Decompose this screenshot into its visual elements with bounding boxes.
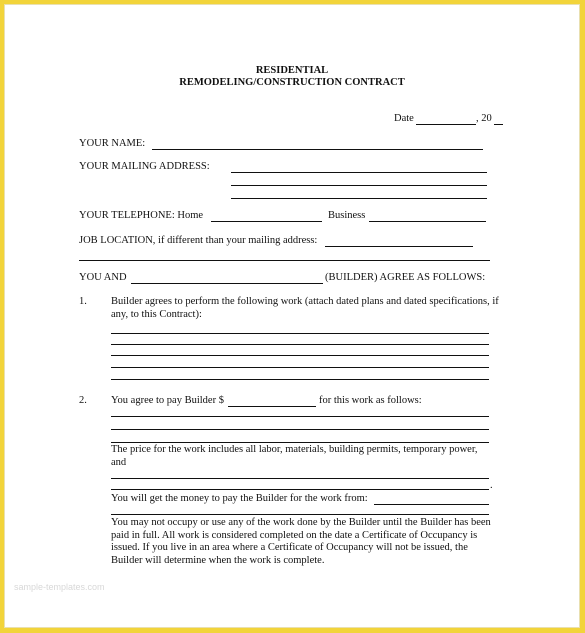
work-description-blank-5[interactable] (111, 379, 489, 380)
price-includes-text: The price for the work includes all labor, materials, building permits, temporary power, and (111, 444, 478, 468)
payment-terms-blank-3[interactable] (111, 442, 489, 443)
occupancy-text: You may not occupy or use any of the work done by the Builder until the Builder has been paid in full. All work is considered completed on the date a Certificate of Occupancy is issued. If you live in an area where a Certificate of Occupancy will not be issued, the Builder will determine when the work is complete. (111, 517, 491, 566)
contract-page (4, 4, 580, 628)
mailing-address-blank-3[interactable] (231, 198, 487, 199)
mailing-address-blank-2[interactable] (231, 185, 487, 186)
date-year-blank[interactable] (494, 124, 503, 125)
money-from-label: You will get the money to pay the Builder for the work from: (111, 493, 368, 504)
builder-name-blank[interactable] (131, 283, 323, 284)
price-includes-blank-1[interactable] (111, 478, 489, 479)
business-label: Business (328, 210, 366, 221)
date-blank[interactable] (416, 124, 476, 125)
builder-agree-label: (BUILDER) AGREE AS FOLLOWS: (325, 272, 486, 283)
payment-terms-blank-1[interactable] (111, 416, 489, 417)
price-includes-blank-2[interactable] (111, 489, 489, 490)
price-includes-period: . (490, 480, 493, 491)
work-description-blank-4[interactable] (111, 367, 489, 368)
pay-amount-blank[interactable] (228, 406, 316, 407)
watermark: sample-templates.com (14, 582, 105, 592)
pay-terms-label: for this work as follows: (319, 395, 422, 406)
money-source-blank-1[interactable] (374, 504, 489, 505)
job-location-blank-2[interactable] (79, 260, 490, 261)
home-phone-blank[interactable] (211, 221, 322, 222)
item-1-number: 1. (79, 296, 87, 307)
mailing-address-label: YOUR MAILING ADDRESS: (79, 161, 210, 172)
work-description-blank-2[interactable] (111, 344, 489, 345)
document-title-line-1: RESIDENTIAL (255, 65, 329, 76)
payment-terms-blank-2[interactable] (111, 429, 489, 430)
pay-builder-label: You agree to pay Builder $ (111, 395, 224, 406)
job-location-blank-1[interactable] (325, 246, 473, 247)
telephone-label: YOUR TELEPHONE: Home (79, 210, 204, 221)
date-label: Date (394, 113, 414, 124)
job-location-label: JOB LOCATION, if different than your mailing address: (79, 235, 318, 246)
your-name-label: YOUR NAME: (79, 138, 146, 149)
money-source-blank-2[interactable] (111, 514, 489, 515)
work-description-blank-1[interactable] (111, 333, 489, 334)
document-title-line-2: REMODELING/CONSTRUCTION CONTRACT (179, 77, 405, 88)
business-phone-blank[interactable] (369, 221, 486, 222)
work-description-blank-3[interactable] (111, 355, 489, 356)
you-and-label: YOU AND (79, 272, 127, 283)
item-2-number: 2. (79, 395, 87, 406)
your-name-blank[interactable] (152, 149, 483, 150)
date-year-label: , 20 (476, 113, 492, 124)
item-1-text: Builder agrees to perform the following work (attach dated plans and dated specifications, if any, to this Contract): (111, 296, 499, 320)
mailing-address-blank-1[interactable] (231, 172, 487, 173)
